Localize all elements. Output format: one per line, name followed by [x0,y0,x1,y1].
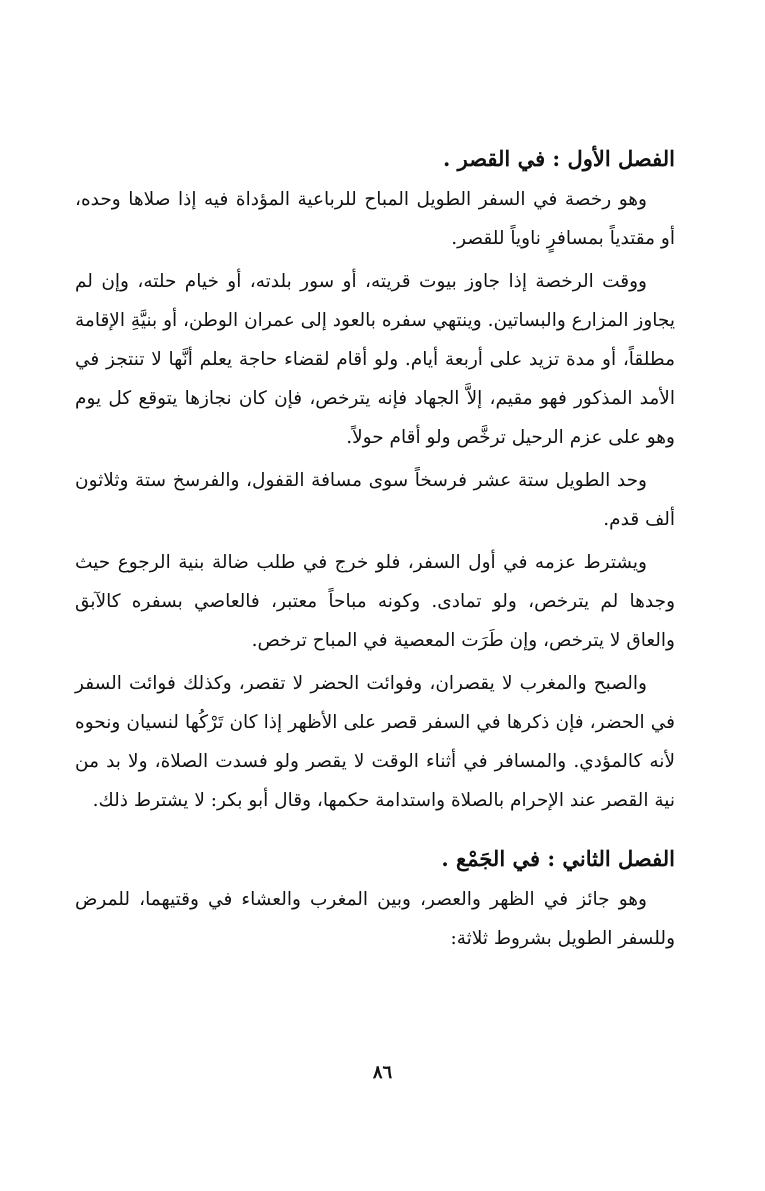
paragraph: وهو جائز في الظهر والعصر، وبين المغرب والعشاء في وقتيهما، للمرض وللسفر الطويل بشروط ثلاثة: [75,889,675,949]
chapter-heading-1: الفصل الأول : في القصر . [442,146,675,171]
chapter-title: الفصل الثاني [562,846,675,871]
paragraph: وهو رخصة في السفر الطويل المباح للرباعية المؤداة فيه إذا صلاها وحده، أو مقتدياً بمسافرٍ ناوياً للقصر. [75,189,675,249]
paragraph: وحد الطويل ستة عشر فرسخاً سوى مسافة القفول، والفرسخ ستة وثلاثون ألف قدم. [75,470,675,530]
paragraph: والصبح والمغرب لا يقصران، وفوائت الحضر لا تقصر، وكذلك فوائت السفر في الحضر، فإن ذكرها في السفر قصر على الأظهر إذا كان تَرْكُها لنسيان ونحوه لأنه كالمؤدي. والمسافر في أثناء الوقت لا يقصر ولو فسدت الصلاة، ولا بد من نية القصر عند الإحرام بالصلاة واستدامة حكمها، وقال أبو بكر: لا يشترط ذلك. [75,673,675,811]
chapter-subtitle: في القصر . [442,146,546,171]
chapter-heading-2: الفصل الثاني : في الجَمْع . [441,846,675,871]
paragraph: ويشترط عزمه في أول السفر، فلو خرج في طلب ضالة بنية الرجوع حيث وجدها لم يترخص، ولو تمادى. وكونه مباحاً معتبر، فالعاصي بسفره كالآبق والعاق لا يترخص، وإن طَرَت المعصية في المباح ترخص. [75,552,675,651]
chapter-subtitle: في الجَمْع . [441,846,541,871]
paragraph: ووقت الرخصة إذا جاوز بيوت قريته، أو سور بلدته، أو خيام حلته، وإن لم يجاوز المزارع والبساتين. وينتهي سفره بالعود إلى عمران الوطن، أو بنيَّةِ الإقامة مطلقاً، أو مدة تزيد على أربعة أيام. ولو أقام لقضاء حاجة يعلم أنَّها لا تنتجز في الأمد المذكور فهو مقيم، إلاَّ الجهاد فإنه يترخص، فإن كان نجازها يتوقع كل يوم وهو على عزم الرحيل ترخَّص ولو أقام حولاً. [75,271,675,448]
chapter-title: الفصل الأول [567,146,675,171]
page-body [75,138,675,958]
page-number: ٨٦ [372,1062,393,1083]
